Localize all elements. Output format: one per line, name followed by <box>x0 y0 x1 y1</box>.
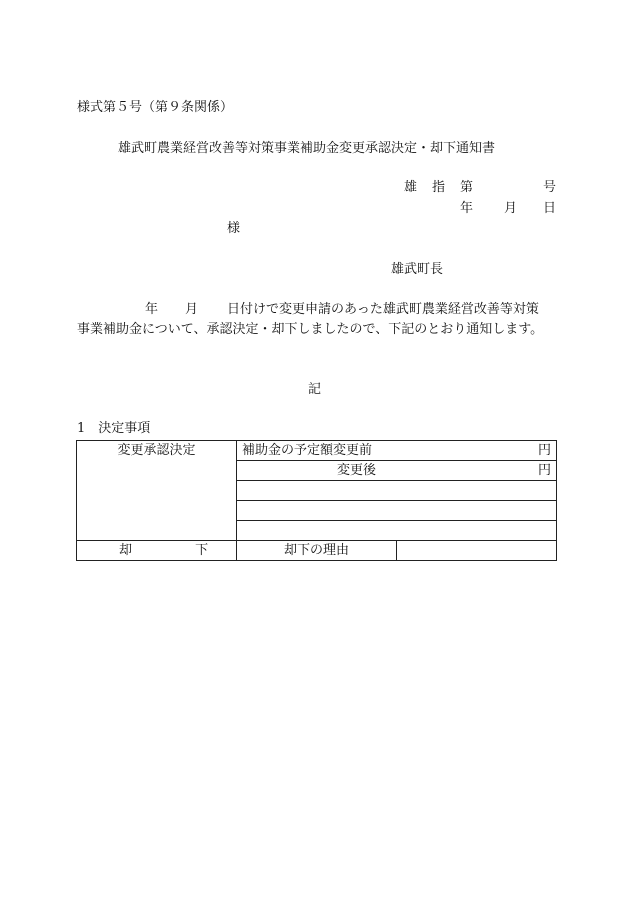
section-heading: 1 決定事項 <box>77 421 151 436</box>
empty-cell <box>237 481 557 501</box>
number-prefix: 雄 <box>404 180 418 195</box>
empty-cell <box>237 521 557 541</box>
table-row <box>77 441 557 461</box>
body-month: 月 <box>185 302 199 317</box>
yen-unit: 円 <box>537 443 551 458</box>
decision-table <box>76 440 557 561</box>
reject-reason-label-cell <box>237 541 397 561</box>
form-number-label: 様式第５号（第９条関係） <box>77 100 234 115</box>
body-year: 年 <box>145 302 159 317</box>
body-line-1 <box>145 302 556 318</box>
date-month: 月 <box>504 201 518 216</box>
body-line-2: 事業補助金について、承認決定・却下しましたので、下記のとおり通知します。 <box>77 322 544 337</box>
reject-reason-label: 却下の理由 <box>283 543 349 558</box>
number-dai: 第 <box>460 180 474 195</box>
approval-label: 変更承認決定 <box>117 443 196 458</box>
yen-unit: 円 <box>537 463 551 478</box>
date-day: 日 <box>543 201 557 216</box>
date-line <box>460 201 556 217</box>
reject-reason-cell <box>397 541 557 561</box>
ki-heading: 記 <box>308 382 322 397</box>
date-year: 年 <box>460 201 474 216</box>
planned-before-cell <box>237 441 557 461</box>
document-number-line <box>404 180 556 196</box>
after-label: 変更後 <box>337 463 377 478</box>
planned-before-label: 補助金の予定額変更前 <box>242 443 373 458</box>
approval-label-cell <box>77 441 237 541</box>
document-title: 雄武町農業経営改善等対策事業補助金変更承認決定・却下通知書 <box>118 141 496 156</box>
reject-label-1: 却 <box>119 543 133 558</box>
number-middle: 指 <box>432 180 446 195</box>
number-go: 号 <box>543 180 557 195</box>
issuer-name: 雄武町長 <box>391 262 444 277</box>
table-row <box>77 541 557 561</box>
reject-label-cell <box>77 541 237 561</box>
reject-label-2: 下 <box>195 543 209 558</box>
body-line1-text: 日付けで変更申請のあった雄武町農業経営改善等対策 <box>227 302 539 317</box>
addressee-line: 様 <box>227 221 241 236</box>
empty-cell <box>237 501 557 521</box>
after-cell <box>237 461 557 481</box>
